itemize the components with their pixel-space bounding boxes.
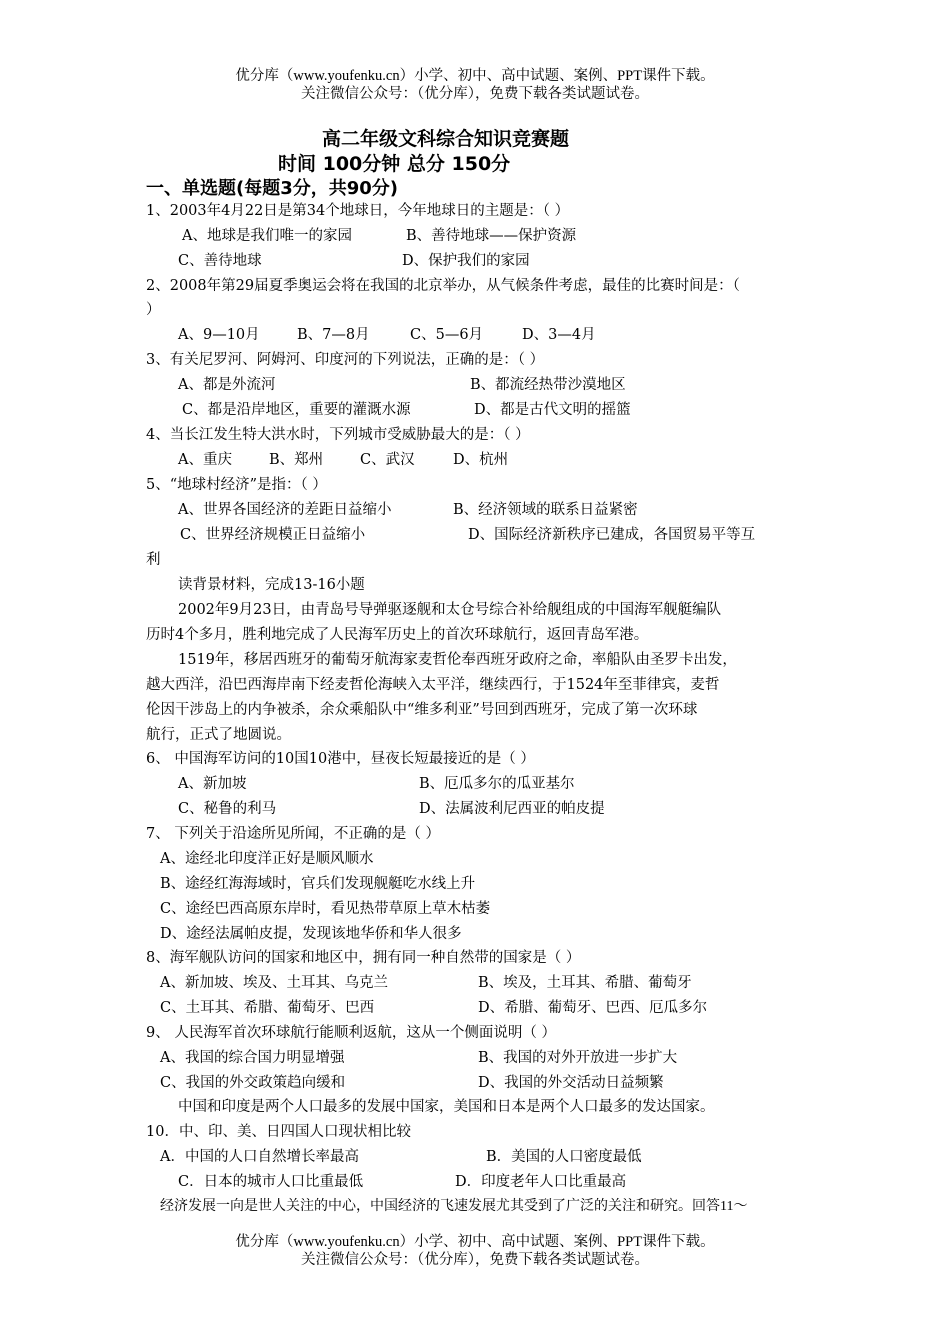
question-5-option-d-cont: 利: [146, 552, 161, 568]
question-7-option-c: C、途经巴西高原东岸时，看见热带草原上草木枯萎: [160, 901, 491, 917]
question-5-option-a: A、世界各国经济的差距日益缩小: [178, 502, 392, 518]
question-3-stem: 3、有关尼罗河、阿姆河、印度河的下列说法，正确的是：（ ）: [146, 352, 545, 368]
question-10-stem: 10．中、印、美、日四国人口现状相比较: [146, 1124, 411, 1140]
economy-paragraph: 经济发展一向是世人关注的中心，中国经济的飞速发展尤其受到了广泛的关注和研究。回答11～: [160, 1199, 748, 1214]
question-1-option-a: A、地球是我们唯一的家园: [182, 228, 352, 244]
question-10-option-c: C．日本的城市人口比重最低: [178, 1174, 364, 1190]
question-6-option-b: B、厄瓜多尔的瓜亚基尔: [419, 776, 575, 792]
question-8-option-b: B、埃及，土耳其、希腊、葡萄牙: [478, 975, 692, 991]
reading-p2-line4: 航行，正式了地圆说。: [146, 727, 291, 743]
question-3-option-c: C、都是沿岸地区，重要的灌溉水源: [182, 402, 411, 418]
page-subtitle: 时间 100分钟 总分 150分: [278, 153, 511, 175]
page-title: 高二年级文科综合知识竞赛题: [322, 128, 570, 150]
question-6-option-d: D、法属波利尼西亚的帕皮提: [419, 801, 605, 817]
question-6-stem: 6、 中国海军访问的10国10港中，昼夜长短最接近的是（ ）: [146, 751, 535, 767]
question-4-option-a: A、重庆: [178, 452, 232, 468]
question-2-option-a: A、9—10月: [178, 327, 260, 343]
question-10-option-d: D．印度老年人口比重最高: [455, 1174, 627, 1190]
question-8-option-d: D、希腊、葡萄牙、巴西、厄瓜多尔: [478, 1000, 708, 1016]
question-7-option-b: B、途经红海海域时，官兵们发现舰艇吃水线上升: [160, 876, 476, 892]
footer-line-2: 关注微信公众号：（优分库），免费下载各类试题试卷。: [301, 1252, 649, 1268]
reading-p1-line2: 历时4个多月，胜利地完成了人民海军历史上的首次环球航行，返回青岛军港。: [146, 627, 649, 643]
question-3-option-a: A、都是外流河: [178, 377, 276, 393]
question-9-option-b: B、我国的对外开放进一步扩大: [478, 1050, 678, 1066]
question-9-option-a: A、我国的综合国力明显增强: [160, 1050, 345, 1066]
question-2-option-c: C、5—6月: [410, 327, 484, 343]
question-5-option-c: C、世界经济规模正日益缩小: [180, 527, 366, 543]
reading-intro: 读背景材料，完成13-16小题: [178, 577, 365, 593]
question-2-option-d: D、3—4月: [522, 327, 596, 343]
footer-line-1: 优分库（www.youfenku.cn）小学、初中、高中试题、案例、PPT课件下载。: [235, 1234, 715, 1250]
question-4-option-d: D、杭州: [453, 452, 509, 468]
question-6-option-a: A、新加坡: [178, 776, 247, 792]
question-1-stem: 1、2003年4月22日是第34个地球日，今年地球日的主题是：（ ）: [146, 203, 570, 219]
reading-p2-line3: 伦因干涉岛上的内争被杀，余众乘船队中“维多利亚”号回到西班牙，完成了第一次环球: [146, 702, 698, 718]
header-line-2: 关注微信公众号：（优分库），免费下载各类试题试卷。: [301, 86, 649, 102]
question-8-option-a: A、新加坡、埃及、土耳其、乌克兰: [160, 975, 388, 991]
question-9-option-d: D、我国的外交活动日益频繁: [478, 1075, 664, 1091]
question-8-option-c: C、土耳其、希腊、葡萄牙、巴西: [160, 1000, 375, 1016]
question-5-option-d: D、国际经济新秩序已建成，各国贸易平等互: [468, 527, 756, 543]
question-1-option-c: C、善待地球: [178, 253, 262, 269]
question-4-stem: 4、当长江发生特大洪水时，下列城市受威胁最大的是：（ ）: [146, 427, 530, 443]
question-4-option-c: C、武汉: [360, 452, 415, 468]
question-2-option-b: B、7—8月: [297, 327, 370, 343]
question-3-option-d: D、都是古代文明的摇篮: [474, 402, 631, 418]
question-6-option-c: C、秘鲁的利马: [178, 801, 277, 817]
reading-p1-line1: 2002年9月23日，由青岛号导弹驱逐舰和太仓号综合补给舰组成的中国海军舰艇编队: [178, 602, 722, 618]
question-9-option-c: C、我国的外交政策趋向缓和: [160, 1075, 346, 1091]
reading-p2-line1: 1519年，移居西班牙的葡萄牙航海家麦哲伦奉西班牙政府之命，率船队由圣罗卡出发，: [178, 652, 737, 668]
question-10-option-a: A．中国的人口自然增长率最高: [160, 1149, 359, 1165]
question-7-option-a: A、途经北印度洋正好是顺风顺水: [160, 851, 374, 867]
question-2-stem: 2、2008年第29届夏季奥运会将在我国的北京举办，从气候条件考虑，最佳的比赛时间是：（: [146, 278, 740, 294]
question-10-option-b: B．美国的人口密度最低: [486, 1149, 642, 1165]
header-line-1: 优分库（www.youfenku.cn）小学、初中、高中试题、案例、PPT课件下载。: [235, 68, 715, 84]
question-7-option-d: D、途经法属帕皮提，发现该地华侨和华人很多: [160, 926, 462, 942]
question-1-option-d: D、保护我们的家园: [402, 253, 530, 269]
question-5-option-b: B、经济领域的联系日益紧密: [453, 502, 638, 518]
population-paragraph: 中国和印度是两个人口最多的发展中国家，美国和日本是两个人口最多的发达国家。: [178, 1099, 715, 1115]
question-2-stem-cont: ）: [146, 302, 161, 318]
question-3-option-b: B、都流经热带沙漠地区: [470, 377, 626, 393]
question-8-stem: 8、海军舰队访问的国家和地区中，拥有同一种自然带的国家是（ ）: [146, 950, 581, 966]
question-5-stem: 5、“地球村经济”是指：（ ）: [146, 477, 327, 493]
reading-p2-line2: 越大西洋，沿巴西海岸南下经麦哲伦海峡入太平洋，继续西行，于1524年至菲律宾，麦哲: [146, 677, 720, 693]
section-heading: 一、单选题(每题3分，共90分): [146, 178, 399, 199]
question-9-stem: 9、 人民海军首次环球航行能顺利返航，这从一个侧面说明（ ）: [146, 1025, 556, 1041]
question-7-stem: 7、 下列关于沿途所见所闻，不正确的是（ ）: [146, 826, 440, 842]
question-4-option-b: B、郑州: [269, 452, 324, 468]
question-1-option-b: B、善待地球——保护资源: [406, 228, 577, 244]
